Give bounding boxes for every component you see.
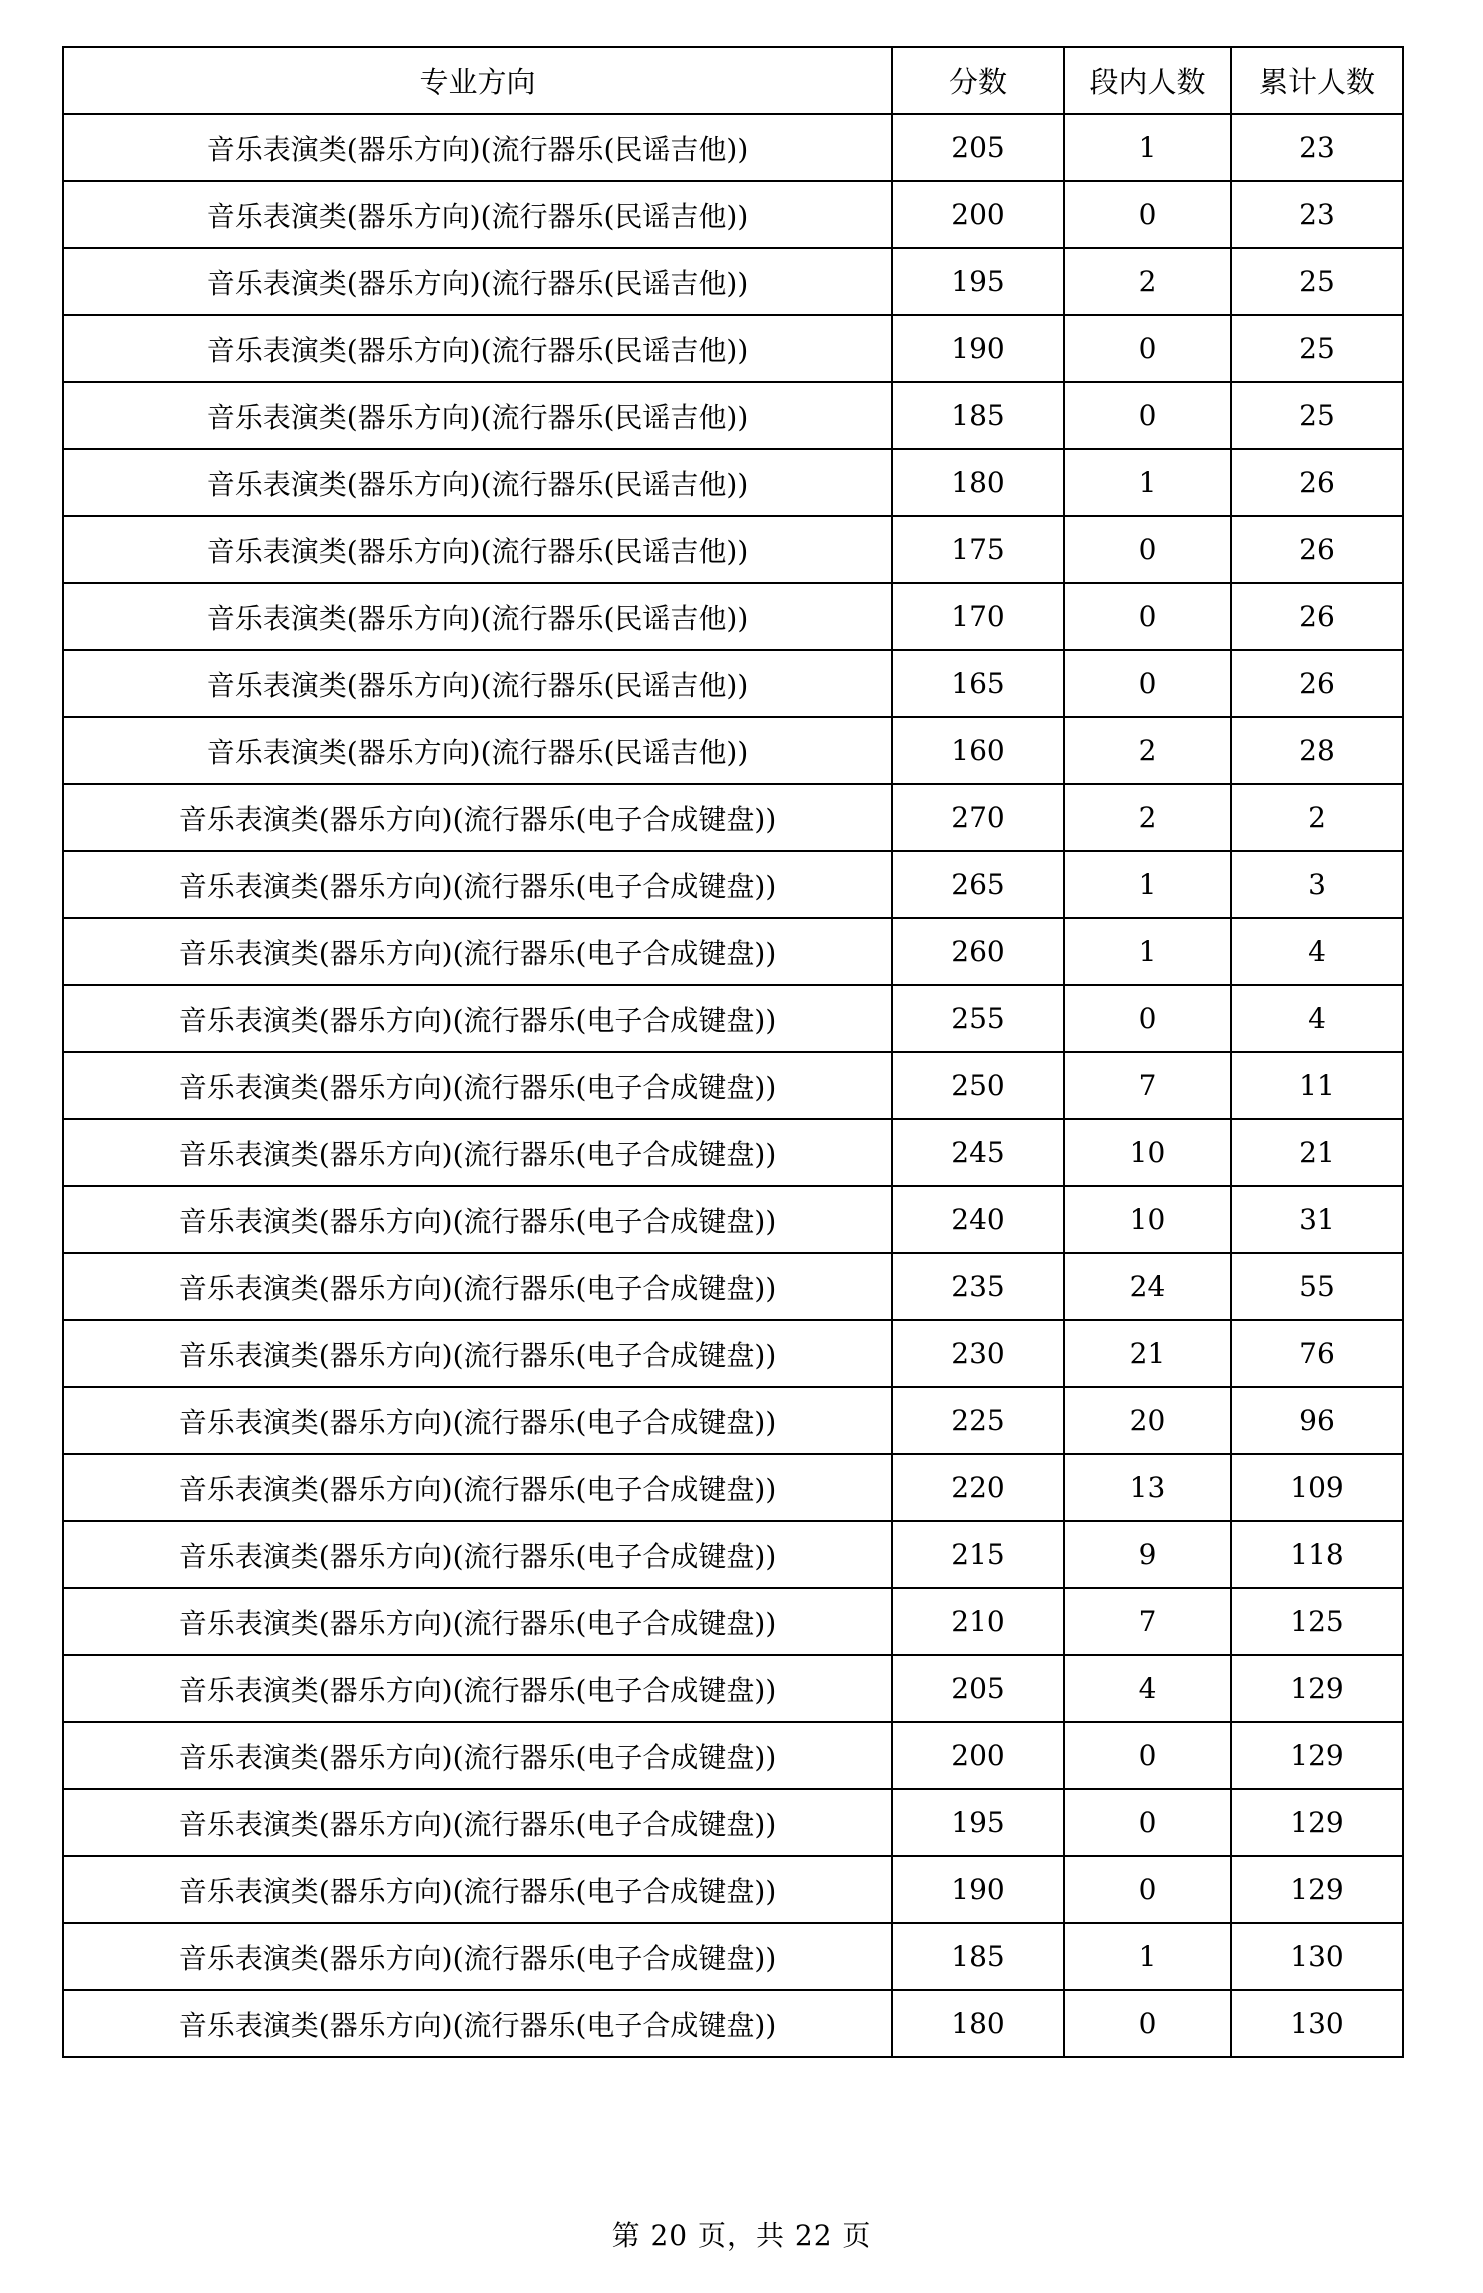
cell-segment-count: 2 bbox=[1064, 248, 1231, 315]
table-row bbox=[63, 851, 1403, 918]
cell-major: 音乐表演类(器乐方向)(流行器乐(电子合成键盘)) bbox=[63, 985, 892, 1052]
cell-cumulative-count: 125 bbox=[1231, 1588, 1403, 1655]
table-row bbox=[63, 985, 1403, 1052]
cell-score: 185 bbox=[892, 382, 1064, 449]
cell-score: 205 bbox=[892, 114, 1064, 181]
cell-score: 235 bbox=[892, 1253, 1064, 1320]
page-number: 第 20 页，共 22 页 bbox=[611, 2219, 872, 2252]
cell-major: 音乐表演类(器乐方向)(流行器乐(民谣吉他)) bbox=[63, 114, 892, 181]
cell-score: 240 bbox=[892, 1186, 1064, 1253]
table-row bbox=[63, 918, 1403, 985]
cell-segment-count: 10 bbox=[1064, 1186, 1231, 1253]
cell-cumulative-count: 31 bbox=[1231, 1186, 1403, 1253]
table-row bbox=[63, 382, 1403, 449]
cell-segment-count: 0 bbox=[1064, 583, 1231, 650]
cell-major: 音乐表演类(器乐方向)(流行器乐(电子合成键盘)) bbox=[63, 1856, 892, 1923]
table-row bbox=[63, 1119, 1403, 1186]
table-row bbox=[63, 583, 1403, 650]
cell-segment-count: 2 bbox=[1064, 717, 1231, 784]
table-row bbox=[63, 1588, 1403, 1655]
table-row bbox=[63, 1856, 1403, 1923]
cell-cumulative-count: 109 bbox=[1231, 1454, 1403, 1521]
cell-segment-count: 0 bbox=[1064, 516, 1231, 583]
cell-major: 音乐表演类(器乐方向)(流行器乐(民谣吉他)) bbox=[63, 449, 892, 516]
cell-major: 音乐表演类(器乐方向)(流行器乐(电子合成键盘)) bbox=[63, 1253, 892, 1320]
header-row bbox=[63, 47, 1403, 114]
cell-segment-count: 13 bbox=[1064, 1454, 1231, 1521]
cell-segment-count: 24 bbox=[1064, 1253, 1231, 1320]
cell-score: 265 bbox=[892, 851, 1064, 918]
cell-score: 180 bbox=[892, 1990, 1064, 2057]
cell-score: 220 bbox=[892, 1454, 1064, 1521]
cell-cumulative-count: 25 bbox=[1231, 315, 1403, 382]
table-row bbox=[63, 784, 1403, 851]
table-row bbox=[63, 1454, 1403, 1521]
cell-segment-count: 7 bbox=[1064, 1588, 1231, 1655]
cell-segment-count: 0 bbox=[1064, 1722, 1231, 1789]
cell-major: 音乐表演类(器乐方向)(流行器乐(民谣吉他)) bbox=[63, 650, 892, 717]
table-row bbox=[63, 1253, 1403, 1320]
cell-cumulative-count: 76 bbox=[1231, 1320, 1403, 1387]
cell-score: 255 bbox=[892, 985, 1064, 1052]
cell-segment-count: 0 bbox=[1064, 1856, 1231, 1923]
cell-segment-count: 0 bbox=[1064, 1789, 1231, 1856]
cell-score: 245 bbox=[892, 1119, 1064, 1186]
cell-segment-count: 1 bbox=[1064, 918, 1231, 985]
table-row bbox=[63, 717, 1403, 784]
table-row bbox=[63, 315, 1403, 382]
cell-cumulative-count: 28 bbox=[1231, 717, 1403, 784]
table-row bbox=[63, 1320, 1403, 1387]
cell-cumulative-count: 25 bbox=[1231, 382, 1403, 449]
cell-major: 音乐表演类(器乐方向)(流行器乐(电子合成键盘)) bbox=[63, 851, 892, 918]
cell-segment-count: 1 bbox=[1064, 851, 1231, 918]
cell-score: 165 bbox=[892, 650, 1064, 717]
header-major: 专业方向 bbox=[63, 47, 892, 114]
cell-segment-count: 1 bbox=[1064, 114, 1231, 181]
score-distribution-table bbox=[62, 46, 1404, 2058]
cell-major: 音乐表演类(器乐方向)(流行器乐(电子合成键盘)) bbox=[63, 1119, 892, 1186]
cell-score: 175 bbox=[892, 516, 1064, 583]
cell-cumulative-count: 129 bbox=[1231, 1655, 1403, 1722]
cell-cumulative-count: 130 bbox=[1231, 1990, 1403, 2057]
cell-major: 音乐表演类(器乐方向)(流行器乐(电子合成键盘)) bbox=[63, 1320, 892, 1387]
cell-major: 音乐表演类(器乐方向)(流行器乐(电子合成键盘)) bbox=[63, 1387, 892, 1454]
cell-cumulative-count: 26 bbox=[1231, 583, 1403, 650]
cell-score: 210 bbox=[892, 1588, 1064, 1655]
header-segment-count: 段内人数 bbox=[1064, 47, 1231, 114]
cell-major: 音乐表演类(器乐方向)(流行器乐(民谣吉他)) bbox=[63, 516, 892, 583]
cell-segment-count: 1 bbox=[1064, 1923, 1231, 1990]
table-row bbox=[63, 181, 1403, 248]
cell-segment-count: 7 bbox=[1064, 1052, 1231, 1119]
header-score: 分数 bbox=[892, 47, 1064, 114]
cell-cumulative-count: 3 bbox=[1231, 851, 1403, 918]
table-row bbox=[63, 1923, 1403, 1990]
cell-score: 190 bbox=[892, 1856, 1064, 1923]
cell-major: 音乐表演类(器乐方向)(流行器乐(民谣吉他)) bbox=[63, 717, 892, 784]
cell-cumulative-count: 4 bbox=[1231, 985, 1403, 1052]
cell-major: 音乐表演类(器乐方向)(流行器乐(民谣吉他)) bbox=[63, 382, 892, 449]
cell-major: 音乐表演类(器乐方向)(流行器乐(电子合成键盘)) bbox=[63, 918, 892, 985]
cell-cumulative-count: 129 bbox=[1231, 1722, 1403, 1789]
cell-cumulative-count: 2 bbox=[1231, 784, 1403, 851]
cell-segment-count: 10 bbox=[1064, 1119, 1231, 1186]
cell-major: 音乐表演类(器乐方向)(流行器乐(民谣吉他)) bbox=[63, 248, 892, 315]
table-body bbox=[63, 114, 1403, 2057]
cell-major: 音乐表演类(器乐方向)(流行器乐(电子合成键盘)) bbox=[63, 1923, 892, 1990]
table-row bbox=[63, 449, 1403, 516]
cell-segment-count: 1 bbox=[1064, 449, 1231, 516]
cell-segment-count: 0 bbox=[1064, 985, 1231, 1052]
cell-segment-count: 9 bbox=[1064, 1521, 1231, 1588]
cell-score: 225 bbox=[892, 1387, 1064, 1454]
table-row bbox=[63, 1655, 1403, 1722]
cell-segment-count: 0 bbox=[1064, 181, 1231, 248]
header-cumulative-count: 累计人数 bbox=[1231, 47, 1403, 114]
cell-cumulative-count: 26 bbox=[1231, 449, 1403, 516]
cell-cumulative-count: 118 bbox=[1231, 1521, 1403, 1588]
cell-major: 音乐表演类(器乐方向)(流行器乐(电子合成键盘)) bbox=[63, 1052, 892, 1119]
cell-major: 音乐表演类(器乐方向)(流行器乐(电子合成键盘)) bbox=[63, 1521, 892, 1588]
cell-major: 音乐表演类(器乐方向)(流行器乐(电子合成键盘)) bbox=[63, 1655, 892, 1722]
cell-cumulative-count: 23 bbox=[1231, 181, 1403, 248]
table-row bbox=[63, 1722, 1403, 1789]
cell-cumulative-count: 23 bbox=[1231, 114, 1403, 181]
cell-score: 215 bbox=[892, 1521, 1064, 1588]
cell-score: 270 bbox=[892, 784, 1064, 851]
cell-major: 音乐表演类(器乐方向)(流行器乐(民谣吉他)) bbox=[63, 315, 892, 382]
cell-major: 音乐表演类(器乐方向)(流行器乐(电子合成键盘)) bbox=[63, 784, 892, 851]
table-header bbox=[63, 47, 1403, 114]
table-row bbox=[63, 1789, 1403, 1856]
cell-segment-count: 0 bbox=[1064, 1990, 1231, 2057]
table-row bbox=[63, 1387, 1403, 1454]
cell-score: 205 bbox=[892, 1655, 1064, 1722]
cell-major: 音乐表演类(器乐方向)(流行器乐(电子合成键盘)) bbox=[63, 1990, 892, 2057]
cell-cumulative-count: 4 bbox=[1231, 918, 1403, 985]
cell-score: 250 bbox=[892, 1052, 1064, 1119]
cell-cumulative-count: 21 bbox=[1231, 1119, 1403, 1186]
table-row bbox=[63, 650, 1403, 717]
cell-cumulative-count: 96 bbox=[1231, 1387, 1403, 1454]
table-row bbox=[63, 1052, 1403, 1119]
cell-score: 195 bbox=[892, 248, 1064, 315]
table-row bbox=[63, 114, 1403, 181]
cell-cumulative-count: 26 bbox=[1231, 650, 1403, 717]
cell-score: 195 bbox=[892, 1789, 1064, 1856]
cell-segment-count: 0 bbox=[1064, 315, 1231, 382]
cell-cumulative-count: 11 bbox=[1231, 1052, 1403, 1119]
cell-major: 音乐表演类(器乐方向)(流行器乐(电子合成键盘)) bbox=[63, 1454, 892, 1521]
cell-cumulative-count: 26 bbox=[1231, 516, 1403, 583]
cell-major: 音乐表演类(器乐方向)(流行器乐(电子合成键盘)) bbox=[63, 1722, 892, 1789]
cell-segment-count: 0 bbox=[1064, 650, 1231, 717]
cell-cumulative-count: 130 bbox=[1231, 1923, 1403, 1990]
cell-cumulative-count: 55 bbox=[1231, 1253, 1403, 1320]
cell-segment-count: 2 bbox=[1064, 784, 1231, 851]
cell-score: 190 bbox=[892, 315, 1064, 382]
cell-segment-count: 20 bbox=[1064, 1387, 1231, 1454]
table-row bbox=[63, 1521, 1403, 1588]
cell-score: 260 bbox=[892, 918, 1064, 985]
cell-score: 180 bbox=[892, 449, 1064, 516]
cell-major: 音乐表演类(器乐方向)(流行器乐(电子合成键盘)) bbox=[63, 1789, 892, 1856]
cell-score: 170 bbox=[892, 583, 1064, 650]
table-row bbox=[63, 248, 1403, 315]
cell-score: 200 bbox=[892, 181, 1064, 248]
cell-major: 音乐表演类(器乐方向)(流行器乐(电子合成键盘)) bbox=[63, 1186, 892, 1253]
cell-segment-count: 21 bbox=[1064, 1320, 1231, 1387]
cell-major: 音乐表演类(器乐方向)(流行器乐(民谣吉他)) bbox=[63, 181, 892, 248]
cell-major: 音乐表演类(器乐方向)(流行器乐(电子合成键盘)) bbox=[63, 1588, 892, 1655]
cell-score: 185 bbox=[892, 1923, 1064, 1990]
cell-major: 音乐表演类(器乐方向)(流行器乐(民谣吉他)) bbox=[63, 583, 892, 650]
cell-segment-count: 0 bbox=[1064, 382, 1231, 449]
cell-cumulative-count: 129 bbox=[1231, 1856, 1403, 1923]
cell-score: 200 bbox=[892, 1722, 1064, 1789]
table-row bbox=[63, 516, 1403, 583]
cell-score: 160 bbox=[892, 717, 1064, 784]
cell-cumulative-count: 25 bbox=[1231, 248, 1403, 315]
cell-cumulative-count: 129 bbox=[1231, 1789, 1403, 1856]
table-row bbox=[63, 1990, 1403, 2057]
table-row bbox=[63, 1186, 1403, 1253]
cell-score: 230 bbox=[892, 1320, 1064, 1387]
cell-segment-count: 4 bbox=[1064, 1655, 1231, 1722]
